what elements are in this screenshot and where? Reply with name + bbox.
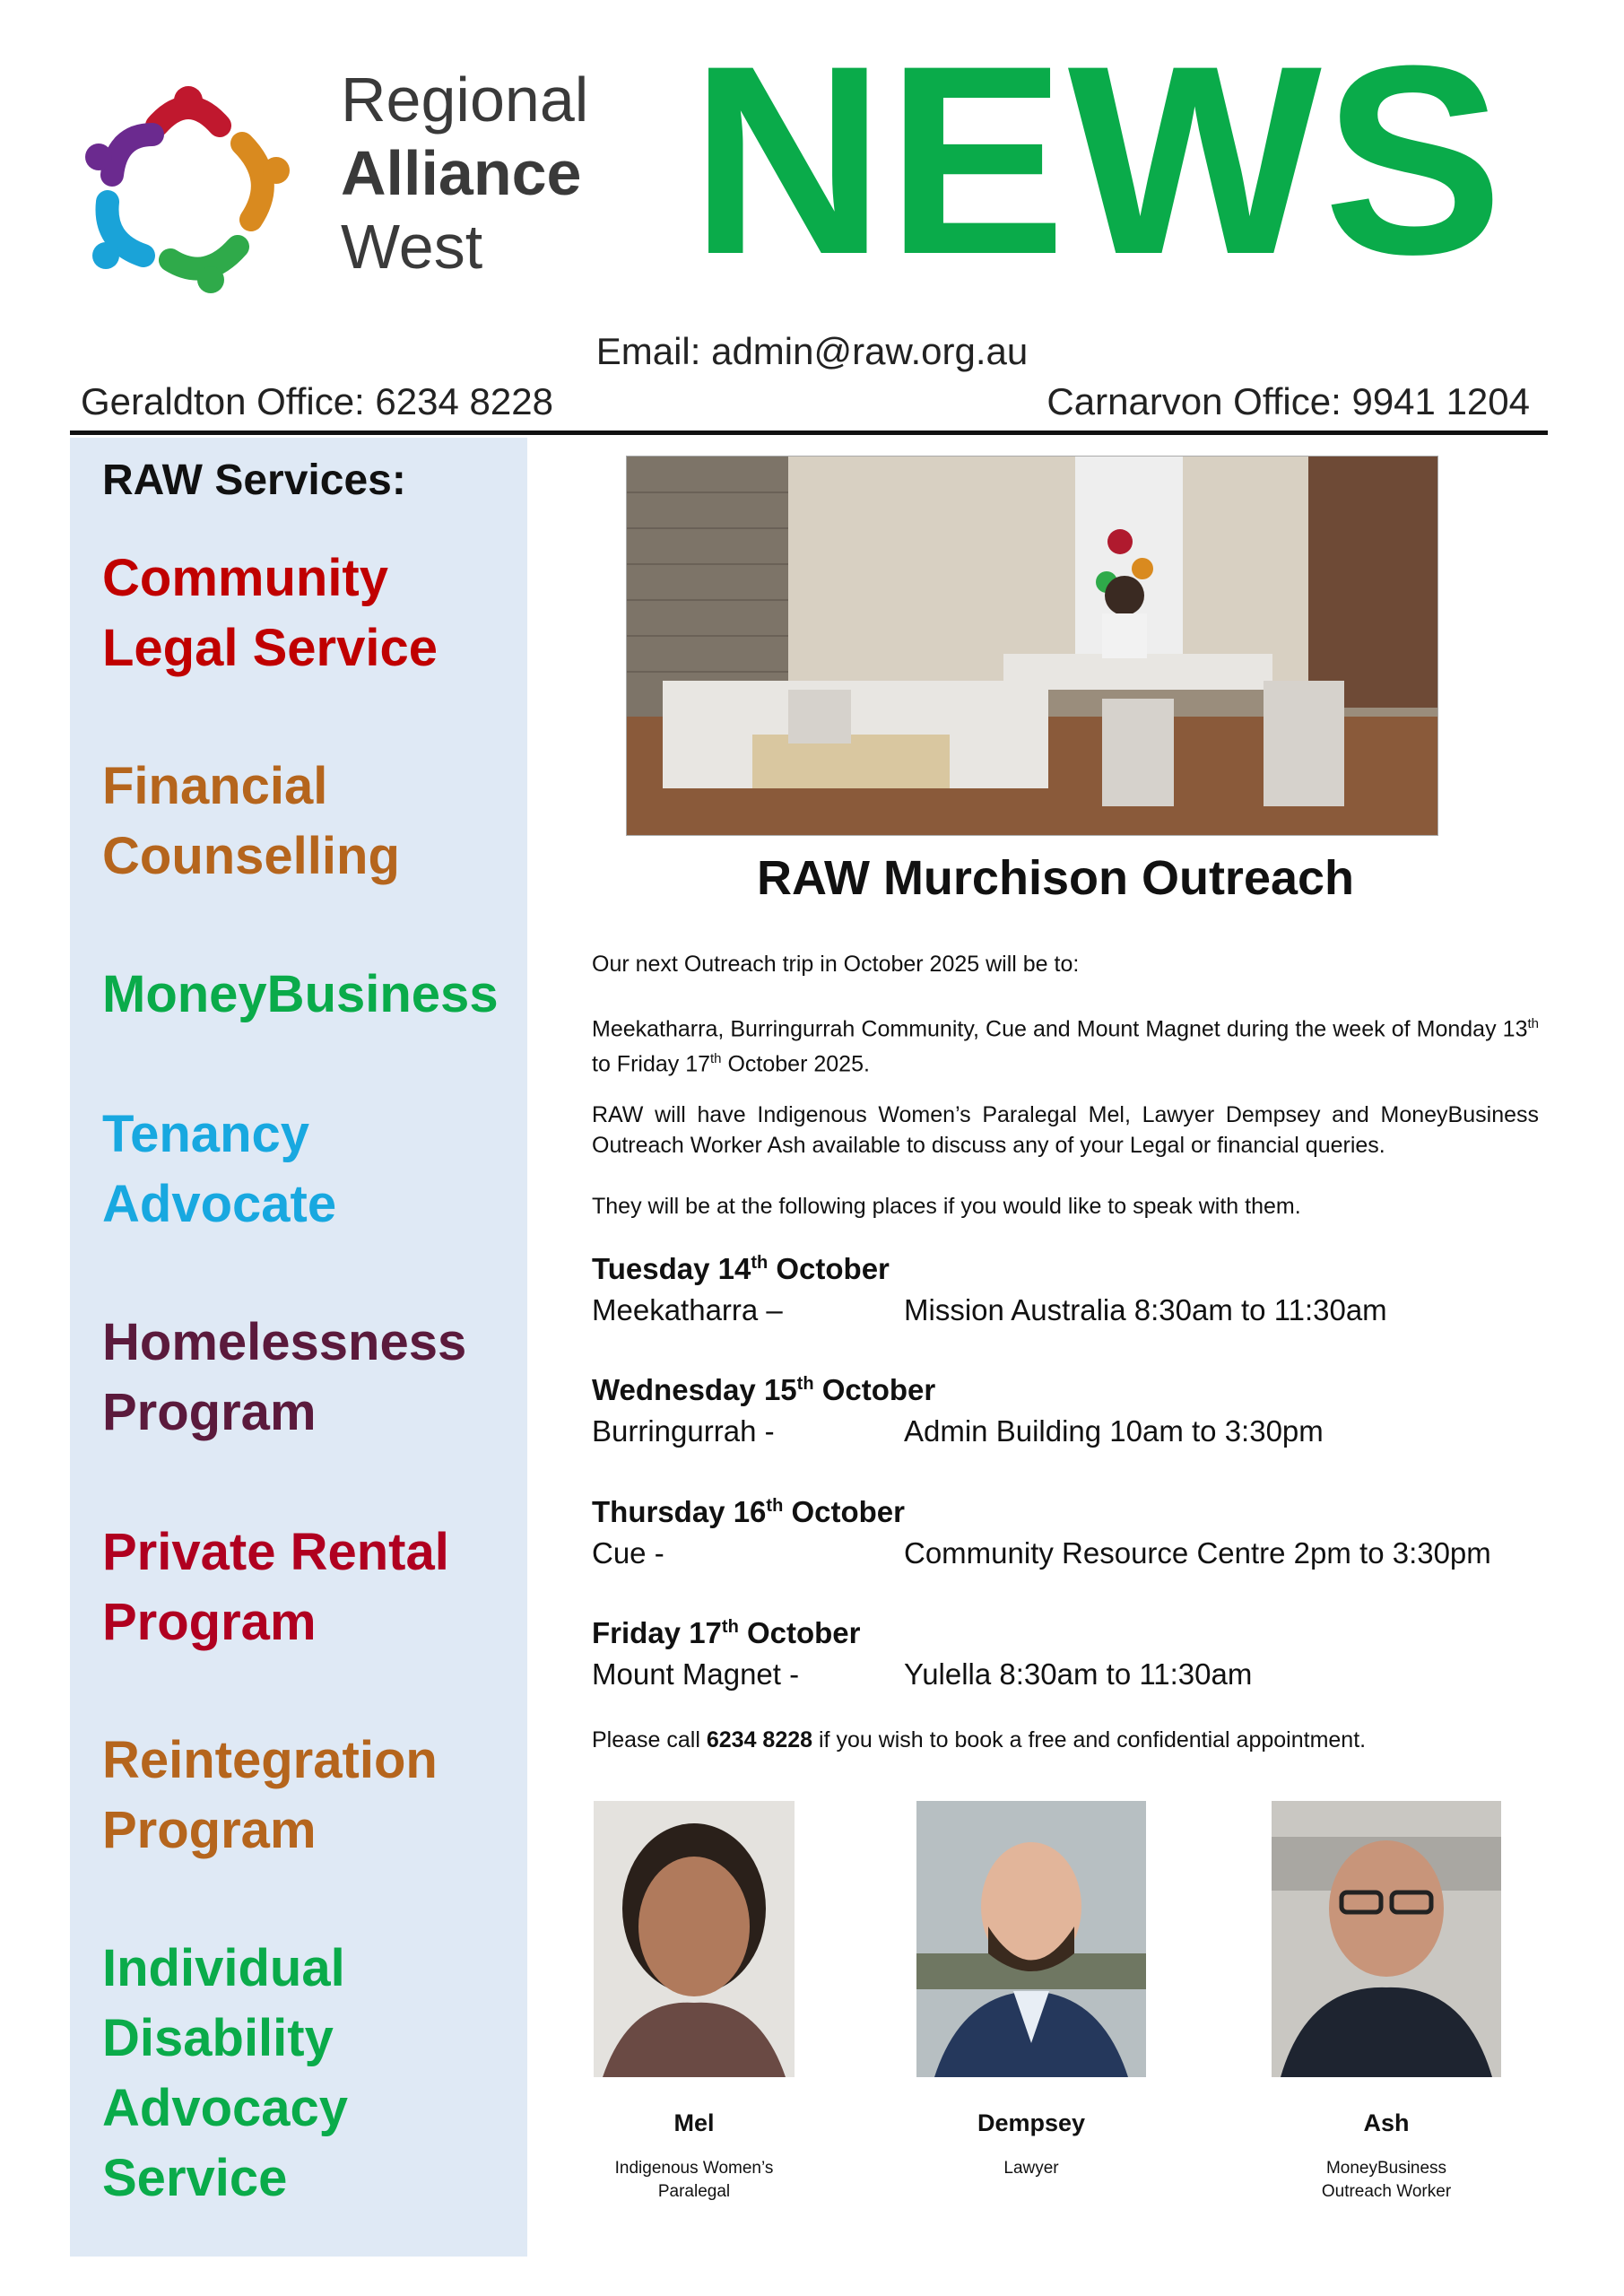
ordinal-suffix: th [751, 1253, 769, 1273]
schedule-venue: Mission Australia 8:30am to 11:30am [904, 1293, 1387, 1326]
service-line: Advocacy [102, 2079, 349, 2137]
day-text: Friday 17 [592, 1616, 722, 1649]
org-name-line-2: Alliance [341, 138, 582, 208]
schedule-day-heading [592, 1616, 861, 1650]
staff-name-ash: Ash [1363, 2109, 1410, 2136]
schedule-venue: Admin Building 10am to 3:30pm [904, 1414, 1324, 1448]
service-line: Financial [102, 757, 328, 815]
service-line: Legal Service [102, 619, 438, 677]
news-title: NEWS [690, 9, 1505, 310]
month-text: October [768, 1252, 890, 1285]
role-line: Indigenous Women’s [614, 2159, 774, 2178]
schedule-day-heading [592, 1373, 935, 1407]
schedule-venue: Community Resource Centre 2pm to 3:30pm [904, 1536, 1491, 1570]
staff-role-dempsey [897, 2157, 1166, 2180]
service-financial-counselling [102, 752, 524, 891]
service-line: Advocate [102, 1175, 337, 1233]
service-line: Counselling [102, 827, 400, 885]
ordinal-suffix: th [1527, 1016, 1539, 1031]
header-divider [70, 430, 1548, 435]
service-line: Reintegration [102, 1731, 438, 1789]
service-tenancy-advocate [102, 1100, 524, 1239]
schedule-town: Meekatharra – [592, 1293, 783, 1326]
service-line: MoneyBusiness [102, 965, 499, 1023]
geraldton-office: Geraldton Office: 6234 8228 [81, 380, 553, 422]
booking-phone: 6234 8228 [706, 1727, 813, 1752]
organisation-name [341, 63, 588, 283]
role-line: Outreach Worker [1321, 2182, 1452, 2201]
ordinal-suffix: th [721, 1617, 739, 1637]
month-text: October [813, 1373, 936, 1406]
places-intro-paragraph: They will be at the following places if you would like to speak with them. [592, 1194, 1301, 1219]
services-heading: RAW Services: [102, 457, 406, 504]
staff-photo-ash [1272, 1801, 1501, 2077]
staff-role-ash [1252, 2157, 1521, 2204]
email-contact: Email: admin@raw.org.au [595, 330, 1029, 372]
carnarvon-office: Carnarvon Office: 9941 1204 [1046, 380, 1530, 422]
staff-photo-dempsey [916, 1801, 1146, 2077]
booking-text: if you wish to book a free and confidential appointment. [812, 1727, 1367, 1752]
staff-name-dempsey: Dempsey [977, 2109, 1086, 2136]
service-line: Individual [102, 1939, 345, 1997]
service-homelessness-program [102, 1308, 524, 1448]
day-text: Tuesday 14 [592, 1252, 751, 1285]
service-private-rental [102, 1518, 524, 1657]
staff-name-mel: Mel [673, 2109, 715, 2136]
outreach-title: RAW Murchison Outreach [756, 851, 1355, 905]
places-paragraph [592, 1009, 1539, 1080]
places-text: October 2025. [721, 1051, 870, 1077]
schedule-day-heading [592, 1252, 890, 1286]
schedule-day-heading [592, 1495, 905, 1529]
service-line: Program [102, 1801, 317, 1859]
org-name-line-1: Regional [341, 65, 589, 135]
staff-role-mel [560, 2157, 829, 2204]
service-line: Service [102, 2149, 288, 2207]
schedule-town: Mount Magnet - [592, 1657, 800, 1691]
service-line: Program [102, 1593, 317, 1651]
month-text: October [738, 1616, 861, 1649]
month-text: October [783, 1495, 906, 1528]
places-text: Meekatharra, Burringurrah Community, Cue and Mount Magnet during the week of Monday 13 [592, 1016, 1528, 1042]
staff-photo-mel [594, 1801, 795, 2077]
ordinal-suffix: th [766, 1496, 784, 1516]
schedule-town: Cue - [592, 1536, 664, 1570]
day-text: Wednesday 15 [592, 1373, 797, 1406]
raw-logo [72, 72, 305, 305]
service-line: Private Rental [102, 1523, 449, 1581]
service-disability-advocacy [102, 1934, 524, 2213]
role-line: Paralegal [657, 2182, 731, 2201]
org-name-line-3: West [341, 212, 483, 282]
service-line: Program [102, 1383, 317, 1441]
outreach-stall-photo [626, 456, 1438, 836]
service-moneybusiness [102, 960, 524, 1030]
ordinal-suffix: th [796, 1374, 814, 1394]
places-text: to Friday 17 [592, 1051, 711, 1077]
service-line: Community [102, 549, 388, 607]
staff-paragraph: RAW will have Indigenous Women’s Paralegal Mel, Lawyer Dempsey and MoneyBusiness Outreach Worker Ash available to discuss any of your Legal or financial queries. [592, 1102, 1539, 1158]
schedule-town: Burringurrah - [592, 1414, 775, 1448]
booking-text: Please call [592, 1727, 707, 1752]
service-line: Homelessness [102, 1313, 467, 1371]
intro-paragraph: Our next Outreach trip in October 2025 will be to: [592, 952, 1080, 977]
role-line: MoneyBusiness [1325, 2159, 1447, 2178]
ordinal-suffix: th [710, 1051, 722, 1067]
service-community-legal [102, 544, 524, 683]
day-text: Thursday 16 [592, 1495, 767, 1528]
service-reintegration-program [102, 1726, 524, 1866]
role-line: Lawyer [1003, 2159, 1059, 2178]
schedule-venue: Yulella 8:30am to 11:30am [904, 1657, 1253, 1691]
service-line: Tenancy [102, 1105, 310, 1163]
booking-note [592, 1727, 1366, 1753]
service-line: Disability [102, 2009, 334, 2067]
